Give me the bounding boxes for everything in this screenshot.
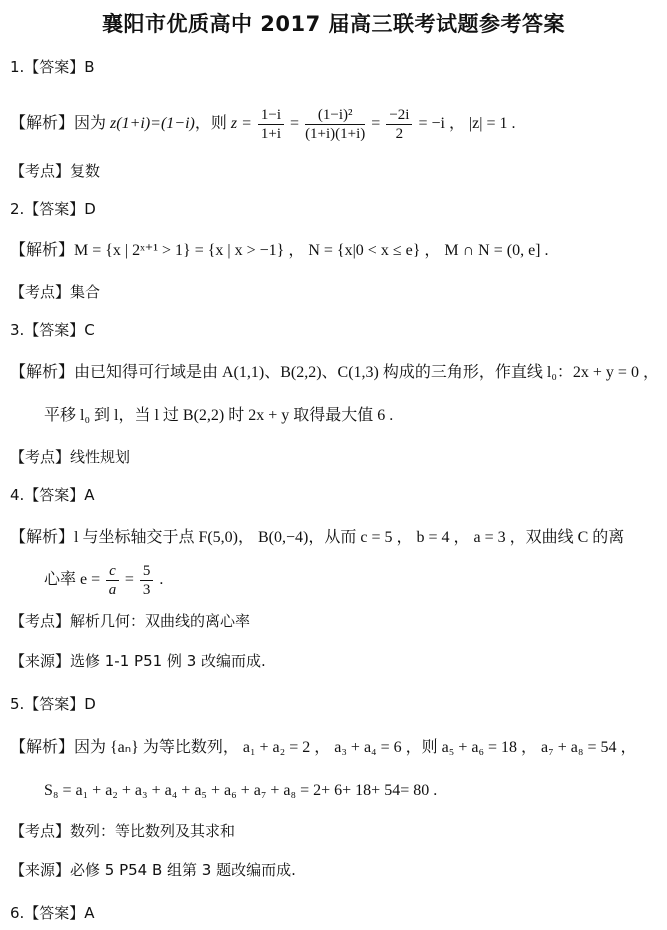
q4-analysis-2: 心率 e = $\frac{c}{a}$ = $\frac{5}{3}$ . [44,563,164,598]
q5-point: 【考点】数列：等比数列及其求和 [10,822,236,840]
q1-point: 【考点】复数 [10,162,101,180]
fraction: $\frac{1-i}{1+i}$ [258,106,284,143]
document-title: 襄阳市优质高中 2017 届高三联考试题参考答案 [101,12,566,36]
q5-analysis-2: S₈ = a₁ + a₂ + a₃ + a₄ + a₅ + a₆ + a₇ + a₈ = 2+ 6+ 18+ 54= 80 . [44,782,438,799]
q1-analysis: 【解析】因为 z(1+i)=(1−i)，则 z = $\frac{1-i}{1+i}$ = $\frac{\text{(1−i)²}}{(1+i)(1+i)}$ = $\frac{-2i}{2}$ = −i ， |z| = 1 . [10,107,516,142]
q5-analysis-1: 【解析】因为 {aₙ} 为等比数列， a₁ + a₂ = 2 ， a₃ + a₄ = 6 ，则 a₅ + a₆ = 18 ， a₇ + a₈ = 54 ， [10,739,637,756]
fraction: $\frac{\text{(1−i)²}}{(1+i)(1+i)}$ [305,107,366,142]
q5-answer: 5.【答案】D [10,695,96,713]
q4-answer: 4.【答案】A [10,486,95,504]
fraction: $\frac{c}{a}$ [106,562,119,599]
q3-answer: 3.【答案】C [10,321,95,339]
q3-analysis-1: 【解析】由已知得可行域是由 A(1,1)、B(2,2)、C(1,3) 构成的三角形，作直线 l₀：2x + y = 0 ， [10,364,659,381]
q4-point: 【考点】解析几何：双曲线的离心率 [10,612,251,630]
q5-source: 【来源】必修 5 P54 B 组第 3 题改编而成. [10,861,296,879]
q3-point: 【考点】线性规划 [10,448,131,466]
q4-analysis-1: 【解析】l 与坐标轴交于点 F(5,0)， B(0,−4)，从而 c = 5 ， b = 4 ， a = 3 ，双曲线 C 的离 [10,529,625,546]
fraction: $\frac{5}{3}$ [140,562,154,599]
q2-answer: 2.【答案】D [10,200,96,218]
fraction: $\frac{-2i}{2}$ [386,106,412,143]
q2-analysis: 【解析】M = {x | 2ˣ⁺¹ > 1} = {x | x > −1} ， N = {x|0 < x ≤ e} ， M ∩ N = (0, e] . [10,242,549,259]
q4-source: 【来源】选修 1-1 P51 例 3 改编而成. [10,652,266,670]
q1-answer: 1.【答案】B [10,58,95,76]
q3-analysis-2: 平移 l₀ 到 l，当 l 过 B(2,2) 时 2x + y 取得最大值 6 . [44,407,394,424]
q2-point: 【考点】集合 [10,283,101,301]
q6-answer: 6.【答案】A [10,904,95,922]
